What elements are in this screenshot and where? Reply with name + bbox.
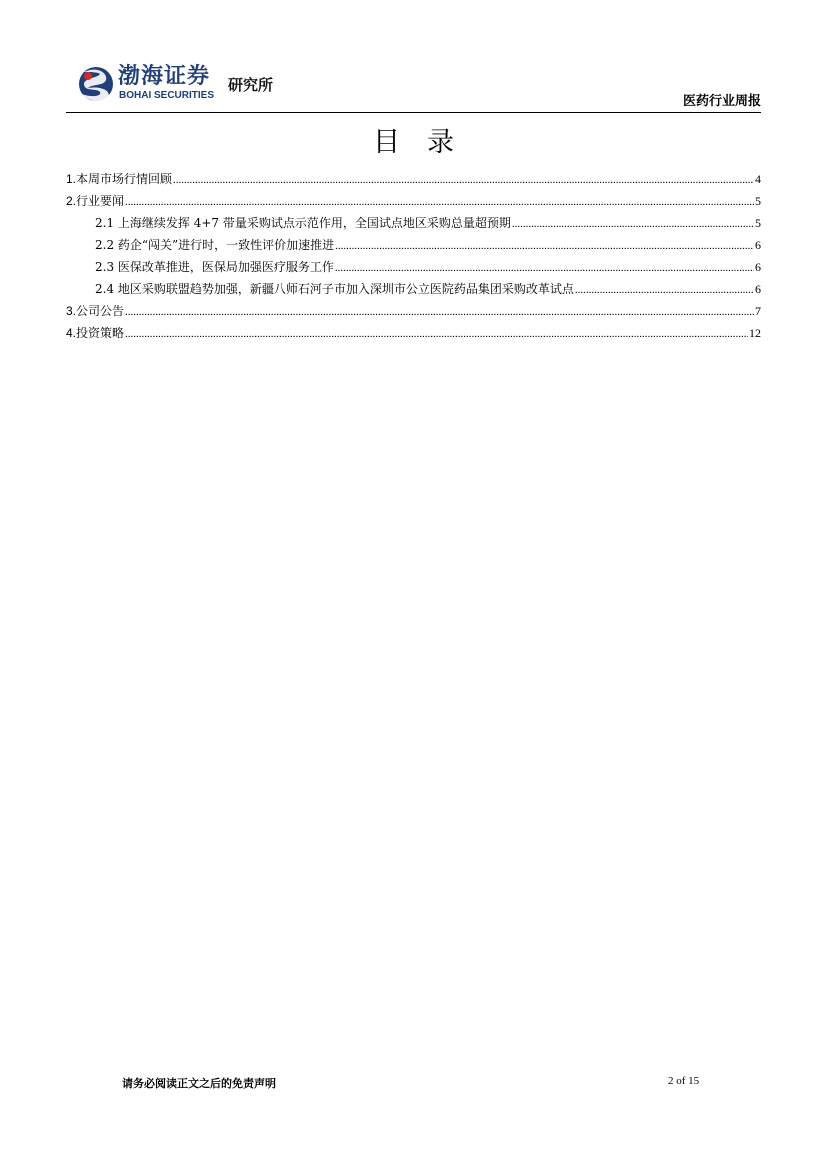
toc-dot-leader [335, 257, 754, 279]
toc-entry-label: 本周市场行情回顾 [76, 172, 173, 186]
toc-entry-number: 4. [66, 326, 77, 340]
toc-entry-page: 6 [755, 238, 761, 252]
toc-entry-label: 公司公告 [76, 304, 125, 318]
toc-entry-page: 5 [755, 194, 761, 208]
toc-title: 目 录 [373, 127, 454, 158]
toc-entry[interactable] [66, 190, 761, 212]
toc-entry-label: 行业要闻 [76, 194, 125, 208]
header-divider [66, 112, 761, 113]
report-type-label: 医药行业周报 [682, 94, 761, 109]
toc-entry-text [95, 212, 511, 234]
toc-entry[interactable] [66, 300, 761, 322]
toc-entry-text [66, 300, 124, 322]
toc-entry-text [66, 168, 172, 190]
toc-dot-leader [125, 301, 754, 323]
toc-entry-text [66, 322, 124, 344]
toc-entry-label: 2.2 药企“闯关”进行时，一致性评价加速推进 [95, 238, 335, 252]
toc-entry-label: 2.3 医保改革推进，医保局加强医疗服务工作 [95, 260, 334, 274]
institute-label: 研究所 [228, 76, 274, 94]
toc-entry-text [95, 256, 334, 278]
page-number: 2 of 15 [668, 1075, 700, 1087]
company-logo [78, 64, 298, 106]
toc-dot-leader [125, 323, 748, 345]
toc-entry-label: 投资策略 [76, 326, 125, 340]
toc-dot-leader [173, 169, 754, 191]
toc-entry[interactable] [66, 278, 761, 300]
bohai-logo-icon [78, 64, 118, 104]
toc-entry[interactable] [66, 256, 761, 278]
toc-entry-text [66, 190, 124, 212]
toc-entry-number: 2. [66, 194, 77, 208]
logo-chinese-name: 渤海证券 [118, 64, 211, 89]
toc-entry[interactable] [66, 234, 761, 256]
toc-entry-page: 12 [749, 326, 761, 340]
toc-entry[interactable] [66, 212, 761, 234]
toc-entry-label: 2.4 地区采购联盟趋势加强，新疆八师石河子市加入深圳市公立医院药品集团采购改革试点 [95, 282, 574, 296]
toc-entry-number: 1. [66, 172, 77, 186]
toc-entry-page: 4 [755, 172, 761, 186]
toc-dot-leader [512, 213, 754, 235]
toc-dot-leader [335, 235, 754, 257]
toc-entry[interactable] [66, 168, 761, 190]
table-of-contents [66, 168, 761, 344]
toc-entry-number: 3. [66, 304, 77, 318]
toc-entry[interactable] [66, 322, 761, 344]
toc-entry-page: 7 [755, 304, 761, 318]
logo-english-name: BOHAI SECURITIES [119, 90, 215, 101]
toc-entry-page: 6 [755, 282, 761, 296]
toc-entry-page: 5 [755, 216, 761, 230]
toc-entry-text [95, 234, 334, 256]
toc-entry-page: 6 [755, 260, 761, 274]
disclaimer-note: 请务必阅读正文之后的免责声明 [122, 1077, 276, 1090]
toc-dot-leader [575, 279, 754, 301]
toc-entry-label: 2.1 上海继续发挥 4+7 带量采购试点示范作用，全国试点地区采购总量超预期 [95, 216, 511, 230]
toc-dot-leader [125, 191, 754, 213]
toc-entry-text [95, 278, 574, 300]
